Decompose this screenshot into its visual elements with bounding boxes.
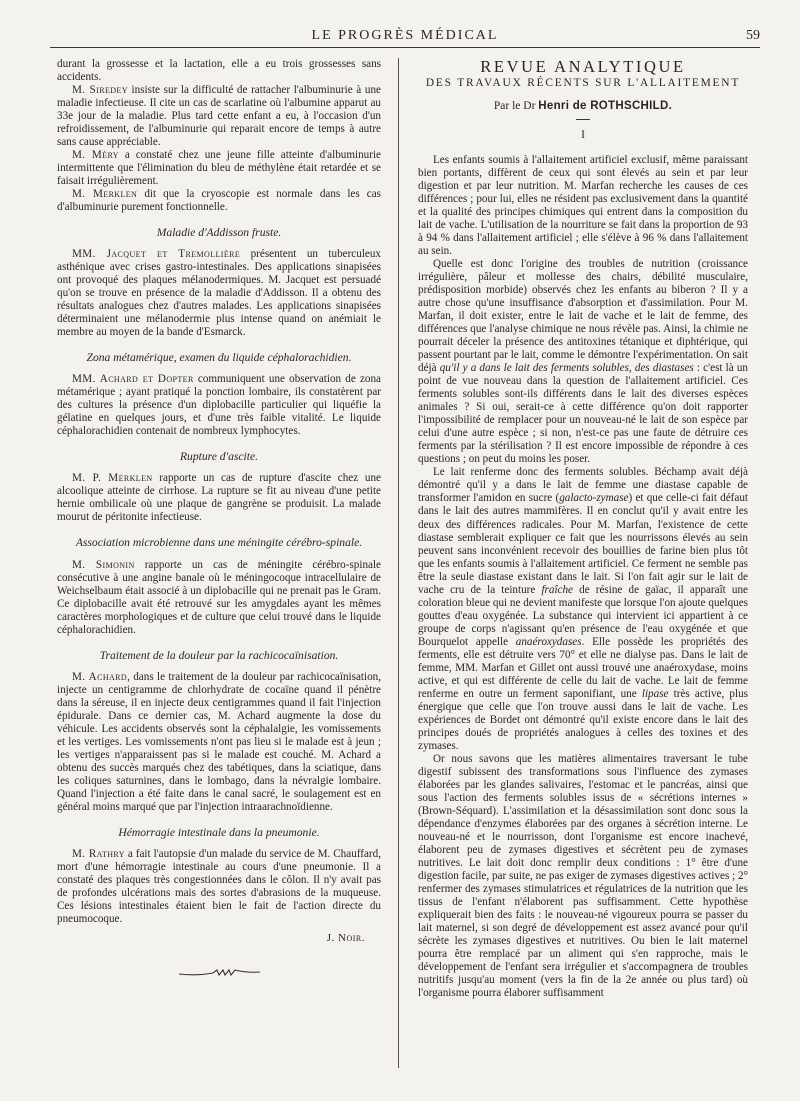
speaker-name: MM. Jacquet et Tremollière bbox=[72, 248, 241, 261]
paragraph-text: Le lait renferme donc des ferments solubles. Béchamp avait déjà démontré qu'il y a dans le lait de femme une diastase capable de transformer l'amidon en sucre ( bbox=[418, 466, 748, 505]
article-title: REVUE ANALYTIQUE bbox=[480, 57, 686, 76]
paragraph-text: ) et que celle-ci fait défaut dans le lait des autres mammifères. Il en conclut qu'il y avait entre les deux des différences radicales. Pour M. Marfan, l'existence de cette diastase semblerait expliquer ce fait que les nourrissons élevés au sein peuvent sans inconvénient recevoir des bouillies de farine bien plus tôt que les enfants soumis à l'allaitement artificiel. Ce ferment ne semble pas être la seule diastase existant dans le lait. Si l'on fait agir sur le lait de vache cru de la teinture bbox=[418, 492, 748, 596]
speaker-name: M. Rathry bbox=[72, 847, 125, 860]
column-divider bbox=[398, 58, 399, 1068]
paragraph: Or nous savons que les matières alimentaires traversant le tube digestif subissent des transformations sous l'influence des zymases élaborées par les glandes salivaires, l'estomac et le pancréas, ainsi que sous l'action des ferments solubles issus de « sécrétions internes » (Brown-Séquard). L'assimilation et la désassimilation sont donc sous la dépendance d'enzymes élaborées par des organes à sécrétion interne. Le nouveau-né et le nourrisson, dont l'organisme est encore inachevé, élaborent peu de zymases digestives et sécrètent peu de zymases nutritives. Le lait doit donc remplir deux conditions : 1° être d'une digestion facile, par suite, ne pas exiger de zymases digestives actives ; 2° renfermer des zymases stimulatrices et régulatrices de la nutrition que les tissus de l'enfant n'élaborent pas suffisamment. Cette hypothèse expliquerait bien des faits : le nouveau-né vigoureux pourra se passer du lait maternel, si son degré de développement est assez avancé pour qu'il sécrète les zymases digestives et nutritives. Ou bien le lait maternel pourra être remplacé par un aliment qui s'en rapproche, mais le développement de l'enfant sera irrégulier et s'accompagnera de troubles nutritifs jusqu'au moment (vers la fin de la 2e année ou plus tard) où l'organisme pourra élaborer suffisamment bbox=[418, 752, 748, 1000]
speaker-name: M. Merklen bbox=[72, 188, 138, 201]
section-heading: Traitement de la douleur par la rachicocaïnisation. bbox=[99, 648, 339, 662]
paragraph-text: communiquent une observation de zona métamérique ; ayant pratiqué la ponction lombaire, ils constatèrent par des cultures la présence d'un diplobacille particulier qui liquéfie la gélatine en quelques jours, et d'une très faible vitalité. Le liquide céphalorachidien contenait de nombreux lymphocytes. bbox=[57, 373, 381, 438]
paragraph: Les enfants soumis à l'allaitement artificiel exclusif, même paraissant bien portants, diffèrent de ceux qui sont élevés au sein et par leur digestion et par leur nutrition. M. Marfan recherche les causes de ces différences ; pour lui, elles ne résident pas exclusivement dans la quantité et la qualité des principes chimiques qui entrent dans la composition du lait de vache. L'utilisation de la nourriture se fait dans la proportion de 93 à 94 % dans l'allaitement artificiel ; elle s'élève à 96 % dans l'allaitement au sein. bbox=[418, 154, 748, 258]
paragraph bbox=[57, 472, 381, 524]
article-body bbox=[418, 154, 748, 1000]
paragraph bbox=[418, 466, 748, 752]
article-author bbox=[418, 100, 748, 113]
end-flourish-ornament bbox=[177, 967, 262, 977]
speaker-name: M. Méry bbox=[72, 149, 119, 162]
speaker-name: M. Siredey bbox=[72, 84, 128, 97]
paragraph bbox=[57, 248, 381, 339]
right-column bbox=[418, 58, 748, 1000]
paragraph-text: insiste sur la difficulté de rattacher l'albuminurie à une maladie infectieuse. Il cite un cas de scarlatine où l'albumine apparut au 33e jour de la maladie. Plus tard cette enfant a eu, à l'occasion d'un refroidissement, de l'albuminurie qui reparait encore de temps à autre sans cause appréciable. bbox=[57, 84, 381, 149]
paragraph-text: de résine de gaïac, il apparaît une coloration bleue qui ne devient manifeste que lorsque l'on ajoute quelques gouttes d'eau oxygénée. La substance qui intervient ici appartient à ce groupe de corps n'agissant qu'en présence de l'eau oxygénée et que Bourquelot appelle bbox=[418, 583, 748, 648]
section-heading: Hémorragie intestinale dans la pneumonie. bbox=[118, 825, 320, 839]
speaker-name: M. Achard bbox=[72, 670, 128, 683]
italic-term: lipase bbox=[641, 687, 669, 700]
paragraph bbox=[57, 84, 381, 149]
author-name: Henri de ROTHSCHILD. bbox=[538, 100, 673, 113]
running-title: LE PROGRÈS MÉDICAL bbox=[311, 28, 499, 43]
paragraph-text: , dans le traitement de la douleur par rachicocaïnisation, injecte un centigramme de chlorhydrate de cocaïne quand il pénètre dans la séreuse, il en injecte deux centigrammes quand il fait l'injection épidurale. Dans ce dernier cas, M. Achard augmente la dose du véhicule. Les accidents observés sont la céphalalgie, les vomissements et les vertiges. Les vomissements n'ont pas lieu si le malade est à jeun ; les vertiges n'apparaissent pas si le malade est couché. M. Achard a obtenu des succès marqués chez des tabétiques, dans la sciatique, dans les coliques saturnines, dans le lombago, dans la névralgie lombaire. Quand l'injection a été faite dans le canal sacré, le soulagement est en général moins marqué que par l'injection intraarachnoïdienne. bbox=[57, 670, 382, 813]
speaker-name: M. Simonin bbox=[72, 558, 135, 571]
paragraph-text: présentent un tuberculeux asthénique avec crises gastro-intestinales. Des applications sinapisées ont provoqué des plaques mélanodermiques. M. Jacquet est persuadé qu'on se trouve en présence de la maladie d'Addisson. Il a obtenu des résultats analogues chez d'autres malades. Les applications sinapisées déterminaient une mélanodermie plus intense quand on anémiait le membre au moyen de la bande d'Esmarck. bbox=[57, 248, 381, 339]
paragraph-text: . Elle possède les propriétés des ferments, elle est détruite vers 70° et elle ne dialyse pas. Dans le lait de femme, MM. Marfan et Gillet ont aussi trouvé une anaéroxydase, moins active, et qui est différente de celle du lait de vache. Le lait de femme renferme en outre un ferment saponifiant, une bbox=[418, 635, 748, 700]
paragraph bbox=[57, 671, 381, 814]
paragraph-text: rapporte un cas de méningite cérébro-spinale consécutive à une angine banale où le méningocoque intracellulaire de Weichselbaum était associé à un diplobacille qui ne prenait pas le Gram. Ce diplobacille avait été retrouvé sur les amygdales ayant les mêmes caractères morphologiques et de culture que celui trouvé dans le liquide céphalorachidien. bbox=[57, 558, 381, 636]
section-number: I bbox=[581, 129, 585, 142]
paragraph-text: : c'est là un point de vue nouveau dans la question de l'allaitement artificiel. Ces ferments solubles sont-ils différents dans le lait des diverses espèces animales ? Si oui, serait-ce à cette différence qu'on doit rapporter l'impossibilité de remplacer pour un nouveau-né le lait de son espèce par celui d'une autre espèce ; si non, n'est-ce pas une faute de détruire ces ferments par la stérilisation ? Il est encore impossible de répondre à ces questions ; on peut du moins les poser. bbox=[418, 362, 749, 466]
section-heading: Zona métamérique, examen du liquide céphalorachidien. bbox=[86, 351, 352, 365]
title-rule bbox=[576, 119, 590, 120]
paragraph-text: très active, plus énergique que celle que l'on trouve aussi dans le lait de vache. Les expériences de Bordet ont démontré qu'il existe encore dans le lait des principes doués de propriétés analogues à celles des toxines et des zymases. bbox=[418, 687, 748, 752]
italic-phrase: qu'il y a dans le lait des ferments solubles, des diastases bbox=[439, 362, 694, 375]
paragraph bbox=[57, 149, 381, 188]
running-head bbox=[50, 28, 760, 48]
left-column bbox=[57, 58, 381, 977]
paragraph bbox=[57, 559, 381, 637]
paragraph bbox=[418, 258, 748, 466]
paragraph-text: Quelle est donc l'origine des troubles de nutrition (croissance irrégulière, pâleur et mollesse des chairs, débilité musculaire, prédisposition morbide) observés chez les enfants au biberon ? Il y a autre chose qu'une insuffisance d'absorption et d'assimilation. Pour M. Marfan, il doit exister, entre le lait de vache et le lait de femme, des différences que l'analyse chimique ne nous révèle pas. Ainsi, la chimie ne pourrait déceler la présence des antitoxines tétanique et diphtérique, qui passent pourtant par le lait, comme le démontre l'expérimentation. On sait déjà bbox=[418, 258, 748, 375]
paragraph bbox=[57, 373, 381, 438]
page-number: 59 bbox=[746, 28, 760, 43]
italic-term: fraîche bbox=[541, 583, 573, 596]
speaker-name: MM. Achard et Dopter bbox=[72, 373, 194, 386]
paragraph-text: dit que la cryoscopie est normale dans les cas d'albuminurie purement fonctionnelle. bbox=[57, 188, 381, 214]
author-prefix: Par le Dr bbox=[493, 100, 536, 113]
paragraph-text: a fait l'autopsie d'un malade du service de M. Chauffard, mort d'une hémorragie intestinale au cours d'une pneumonie. Il a constaté des plaques très congestionnées dans le côlon. Il n'y avait pas de profondes ulcérations mais des sortes d'abrasions de la muqueuse. Ces lésions intestinales étaient bien le fait de l'action directe du pneumocoque. bbox=[57, 847, 382, 925]
paragraph bbox=[57, 848, 381, 926]
author-signoff: J. Noir. bbox=[326, 931, 365, 944]
paragraph-text: a constaté chez une jeune fille atteinte d'albuminurie intermittente que l'élimination du bleu de méthylène était retardée et se faisait irrégulièrement. bbox=[57, 149, 381, 188]
paragraph-text: rapporte un cas de rupture d'ascite chez une alcoolique atteinte de cirrhose. La rupture se fit au niveau d'une petite hernie ombilicale où une plaque de gangrène se produisit. La malade mourut de péritonite infectieuse. bbox=[57, 472, 381, 524]
section-heading: Association microbienne dans une méningite cérébro-spinale. bbox=[75, 536, 363, 550]
paragraph bbox=[57, 188, 381, 214]
italic-term: galacto-zymase bbox=[559, 492, 629, 505]
section-heading: Maladie d'Addisson fruste. bbox=[156, 226, 282, 240]
article-subtitle: DES TRAVAUX RÉCENTS SUR L'ALLAITEMENT bbox=[425, 77, 741, 90]
speaker-name: M. P. Merklen bbox=[72, 472, 153, 485]
section-heading: Rupture d'ascite. bbox=[179, 450, 259, 464]
header-rule bbox=[50, 47, 760, 48]
paragraph: durant la grossesse et la lactation, elle a eu trois grossesses sans accidents. bbox=[57, 58, 381, 84]
italic-term: anaéroxydases bbox=[515, 635, 582, 648]
